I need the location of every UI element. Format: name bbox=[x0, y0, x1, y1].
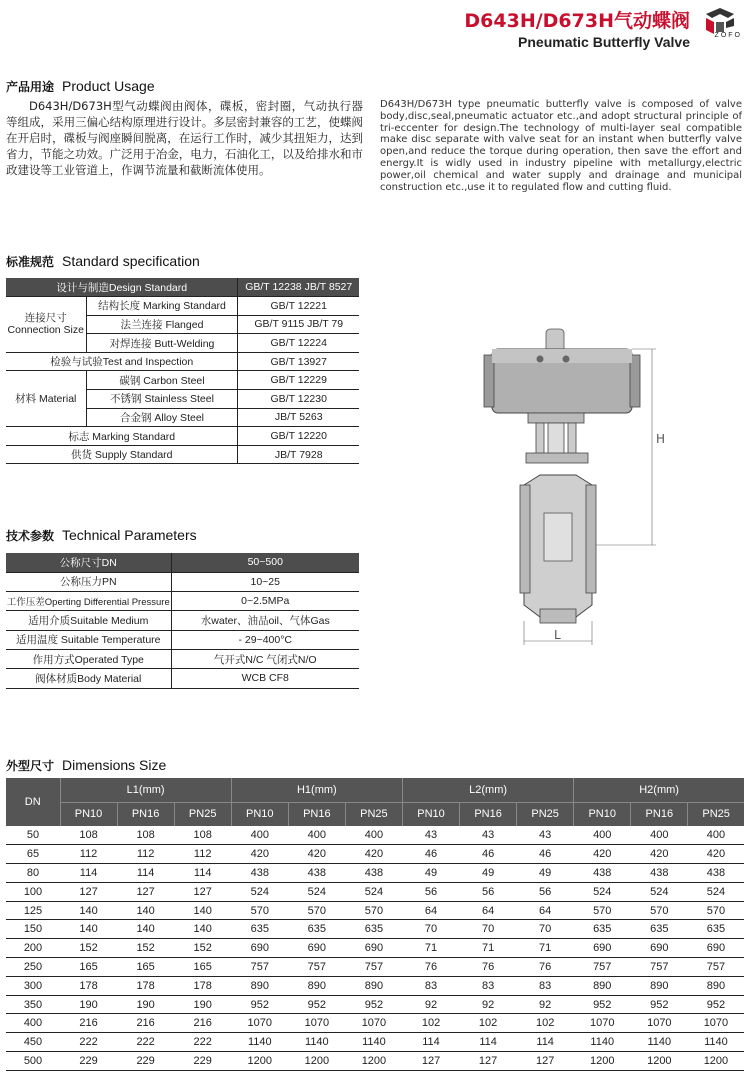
table-header-cell: H1(mm) bbox=[231, 778, 402, 802]
table-cell: 952 bbox=[688, 995, 744, 1014]
table-cell: 设计与制造Design Standard bbox=[6, 278, 238, 297]
table-cell: 757 bbox=[231, 958, 288, 977]
table-cell: 420 bbox=[574, 845, 631, 864]
usage-title-cn: 产品用途 bbox=[6, 80, 55, 94]
table-cell: 524 bbox=[631, 882, 688, 901]
table-cell: 70 bbox=[460, 920, 517, 939]
table-header-cell: PN16 bbox=[460, 802, 517, 826]
table-cell: 43 bbox=[402, 826, 459, 845]
table-cell: 570 bbox=[631, 901, 688, 920]
table-row bbox=[6, 920, 744, 939]
dimensions-title-en: Dimensions Size bbox=[62, 757, 167, 773]
table-cell: 工作压差Operting Differential Pressure bbox=[6, 592, 171, 611]
table-cell: 190 bbox=[117, 995, 174, 1014]
table-cell: 水water、油品oil、气体Gas bbox=[171, 611, 359, 630]
table-cell: 标志 Marking Standard bbox=[6, 427, 238, 446]
table-header-cell: PN25 bbox=[345, 802, 402, 826]
table-cell: 690 bbox=[688, 939, 744, 958]
table-cell: 76 bbox=[460, 958, 517, 977]
table-cell: 92 bbox=[517, 995, 574, 1014]
table-cell: 46 bbox=[402, 845, 459, 864]
table-cell: 92 bbox=[460, 995, 517, 1014]
table-cell: 450 bbox=[6, 1033, 60, 1052]
table-cell: 112 bbox=[60, 845, 117, 864]
table-cell: 127 bbox=[117, 882, 174, 901]
table-cell: 165 bbox=[117, 958, 174, 977]
table-row bbox=[6, 371, 359, 390]
table-cell: 952 bbox=[574, 995, 631, 1014]
table-cell: 43 bbox=[517, 826, 574, 845]
table-cell: 400 bbox=[6, 1014, 60, 1033]
table-cell: 1070 bbox=[574, 1014, 631, 1033]
table-cell: 190 bbox=[60, 995, 117, 1014]
table-cell: JB/T 7928 bbox=[238, 445, 359, 464]
table-cell: 1070 bbox=[345, 1014, 402, 1033]
table-header-cell: PN25 bbox=[688, 802, 744, 826]
table-cell: GB/T 12221 bbox=[238, 297, 359, 316]
table-cell: 1070 bbox=[688, 1014, 744, 1033]
table-cell: 114 bbox=[460, 1033, 517, 1052]
dimensions-table bbox=[6, 778, 744, 1071]
table-cell: 1140 bbox=[631, 1033, 688, 1052]
table-cell: 127 bbox=[517, 1052, 574, 1071]
table-cell: 1200 bbox=[288, 1052, 345, 1071]
table-cell: 952 bbox=[288, 995, 345, 1014]
table-cell: 83 bbox=[460, 976, 517, 995]
table-cell: 400 bbox=[574, 826, 631, 845]
table-cell: 438 bbox=[231, 864, 288, 883]
table-cell: 152 bbox=[117, 939, 174, 958]
table-cell: 46 bbox=[517, 845, 574, 864]
table-cell: 216 bbox=[117, 1014, 174, 1033]
table-row bbox=[6, 297, 359, 316]
table-row bbox=[6, 611, 359, 630]
table-row bbox=[6, 1014, 744, 1033]
table-cell: 757 bbox=[345, 958, 402, 977]
table-cell: 49 bbox=[402, 864, 459, 883]
table-cell: 108 bbox=[60, 826, 117, 845]
table-cell: WCB CF8 bbox=[171, 669, 359, 688]
table-cell: 114 bbox=[517, 1033, 574, 1052]
logo-text: ZOFO bbox=[714, 32, 742, 39]
table-cell: 890 bbox=[688, 976, 744, 995]
table-cell: 152 bbox=[174, 939, 231, 958]
table-cell: 气开式N/C 气闭式N/O bbox=[171, 649, 359, 668]
table-row bbox=[6, 553, 359, 572]
table-cell: 420 bbox=[345, 845, 402, 864]
table-cell: 43 bbox=[460, 826, 517, 845]
table-cell: 570 bbox=[688, 901, 744, 920]
table-row bbox=[6, 630, 359, 649]
usage-title-en: Product Usage bbox=[62, 78, 155, 94]
table-header-cell: H2(mm) bbox=[574, 778, 744, 802]
table-cell: 165 bbox=[174, 958, 231, 977]
table-cell: 127 bbox=[402, 1052, 459, 1071]
table-cell: 102 bbox=[402, 1014, 459, 1033]
table-row bbox=[6, 864, 744, 883]
table-cell: 114 bbox=[402, 1033, 459, 1052]
table-cell: 178 bbox=[117, 976, 174, 995]
table-row bbox=[6, 669, 359, 688]
table-cell: 690 bbox=[231, 939, 288, 958]
table-cell: 400 bbox=[231, 826, 288, 845]
table-row bbox=[6, 592, 359, 611]
technical-title-cn: 技术参数 bbox=[6, 529, 55, 543]
table-cell: 114 bbox=[60, 864, 117, 883]
table-row bbox=[6, 845, 744, 864]
table-cell: GB/T 13927 bbox=[238, 352, 359, 371]
table-cell: 供货 Supply Standard bbox=[6, 445, 238, 464]
table-cell: 952 bbox=[231, 995, 288, 1014]
table-row bbox=[6, 882, 744, 901]
table-cell: 150 bbox=[6, 920, 60, 939]
table-cell: 作用方式Operated Type bbox=[6, 649, 171, 668]
table-header-cell: L1(mm) bbox=[60, 778, 231, 802]
table-cell: 1200 bbox=[345, 1052, 402, 1071]
table-row bbox=[6, 427, 359, 446]
table-row bbox=[6, 939, 744, 958]
standard-title-en: Standard specification bbox=[62, 253, 200, 269]
table-cell: 1070 bbox=[288, 1014, 345, 1033]
page-title: D643H/D673H气动蝶阀 bbox=[464, 10, 690, 32]
table-cell: 127 bbox=[174, 882, 231, 901]
table-cell: 438 bbox=[688, 864, 744, 883]
table-cell: 570 bbox=[574, 901, 631, 920]
table-cell: 阀体材质Body Material bbox=[6, 669, 171, 688]
table-cell: 对焊连接 Butt-Welding bbox=[86, 334, 238, 353]
table-cell: 635 bbox=[631, 920, 688, 939]
table-cell: 108 bbox=[174, 826, 231, 845]
dimensions-title-cn: 外型尺寸 bbox=[6, 759, 55, 773]
table-cell: 83 bbox=[402, 976, 459, 995]
table-cell: 0~2.5MPa bbox=[171, 592, 359, 611]
h-dimension-label: H bbox=[656, 432, 666, 446]
table-cell: GB/T 12230 bbox=[238, 390, 359, 409]
page-subtitle: Pneumatic Butterfly Valve bbox=[518, 34, 690, 50]
table-cell: 1140 bbox=[288, 1033, 345, 1052]
table-cell: 890 bbox=[631, 976, 688, 995]
table-cell: 71 bbox=[517, 939, 574, 958]
table-cell: 420 bbox=[631, 845, 688, 864]
table-cell: 216 bbox=[60, 1014, 117, 1033]
usage-paragraph-cn: D643H/D673H型气动蝶阀由阀体，碟板，密封圈，气动执行器等组成，采用三偏心结构原理进行设计。多层密封兼容的工艺，使蝶阀在开启时，碟板与阀座瞬间脱离，在运行工作时，减少其扭矩力，达到省力，节能之功效。广泛用于冶金，电力，石油化工，以及给排水和市政建设等工业管道上，作调节流量和截断流体使用。 bbox=[6, 99, 363, 177]
table-cell: 635 bbox=[345, 920, 402, 939]
table-cell: 合金钢 Alloy Steel bbox=[86, 408, 238, 427]
table-cell: 法兰连接 Flanged bbox=[86, 315, 238, 334]
table-cell: 524 bbox=[574, 882, 631, 901]
table-row bbox=[6, 572, 359, 591]
table-cell: 222 bbox=[174, 1033, 231, 1052]
table-cell: 690 bbox=[631, 939, 688, 958]
table-cell: 570 bbox=[231, 901, 288, 920]
table-cell: 400 bbox=[288, 826, 345, 845]
table-cell: GB/T 12229 bbox=[238, 371, 359, 390]
table-cell: 635 bbox=[688, 920, 744, 939]
table-cell: 64 bbox=[517, 901, 574, 920]
table-cell: 1200 bbox=[574, 1052, 631, 1071]
standard-table bbox=[6, 278, 359, 464]
table-header-cell: PN10 bbox=[574, 802, 631, 826]
table-cell: 1140 bbox=[574, 1033, 631, 1052]
table-cell: 570 bbox=[288, 901, 345, 920]
table-cell: 420 bbox=[288, 845, 345, 864]
table-cell: 500 bbox=[6, 1052, 60, 1071]
table-cell: 190 bbox=[174, 995, 231, 1014]
table-cell: 524 bbox=[288, 882, 345, 901]
table-cell: 140 bbox=[117, 901, 174, 920]
table-cell: 114 bbox=[174, 864, 231, 883]
table-cell: 690 bbox=[288, 939, 345, 958]
table-cell: 140 bbox=[174, 920, 231, 939]
table-header-cell: PN10 bbox=[231, 802, 288, 826]
table-cell: 420 bbox=[231, 845, 288, 864]
table-cell: 46 bbox=[460, 845, 517, 864]
table-row bbox=[6, 976, 744, 995]
table-cell: 229 bbox=[60, 1052, 117, 1071]
table-cell: 检验与试验Test and Inspection bbox=[6, 352, 238, 371]
table-cell: 420 bbox=[688, 845, 744, 864]
table-cell: 524 bbox=[345, 882, 402, 901]
table-row bbox=[6, 958, 744, 977]
table-cell: 140 bbox=[117, 920, 174, 939]
table-cell: 140 bbox=[60, 920, 117, 939]
table-cell: GB/T 12238 JB/T 8527 bbox=[238, 278, 359, 297]
table-header-cell: DN bbox=[6, 778, 60, 826]
table-cell: 222 bbox=[117, 1033, 174, 1052]
table-cell: 400 bbox=[688, 826, 744, 845]
table-cell: 140 bbox=[60, 901, 117, 920]
dimensions-table-body bbox=[6, 826, 744, 1070]
table-cell: 635 bbox=[288, 920, 345, 939]
table-cell: GB/T 9115 JB/T 79 bbox=[238, 315, 359, 334]
table-cell: 524 bbox=[688, 882, 744, 901]
table-cell: 102 bbox=[460, 1014, 517, 1033]
table-cell: 49 bbox=[517, 864, 574, 883]
dimensions-section-title bbox=[6, 757, 166, 774]
table-cell: 178 bbox=[60, 976, 117, 995]
l-dimension-label: L bbox=[554, 628, 561, 642]
table-cell: 216 bbox=[174, 1014, 231, 1033]
table-cell: 222 bbox=[60, 1033, 117, 1052]
table-cell: 80 bbox=[6, 864, 60, 883]
table-cell: 114 bbox=[117, 864, 174, 883]
table-cell: 碳钢 Carbon Steel bbox=[86, 371, 238, 390]
table-cell: 71 bbox=[402, 939, 459, 958]
table-cell: 438 bbox=[631, 864, 688, 883]
table-cell: 438 bbox=[574, 864, 631, 883]
table-row bbox=[6, 1052, 744, 1071]
table-cell: 102 bbox=[517, 1014, 574, 1033]
table-cell: 1070 bbox=[231, 1014, 288, 1033]
table-cell: 64 bbox=[402, 901, 459, 920]
table-cell: 757 bbox=[631, 958, 688, 977]
table-cell: 757 bbox=[688, 958, 744, 977]
table-cell: 229 bbox=[174, 1052, 231, 1071]
table-cell: 10~25 bbox=[171, 572, 359, 591]
table-row bbox=[6, 445, 359, 464]
table-cell: 适用介质Suitable Medium bbox=[6, 611, 171, 630]
table-cell: 适用温度 Suitable Temperature bbox=[6, 630, 171, 649]
table-cell: 152 bbox=[60, 939, 117, 958]
valve-drawing bbox=[480, 325, 670, 655]
table-header-cell: PN16 bbox=[288, 802, 345, 826]
table-cell: 400 bbox=[345, 826, 402, 845]
table-cell: 83 bbox=[517, 976, 574, 995]
table-cell: 108 bbox=[117, 826, 174, 845]
table-cell: 1070 bbox=[631, 1014, 688, 1033]
table-cell: 76 bbox=[517, 958, 574, 977]
table-cell: 438 bbox=[345, 864, 402, 883]
table-row bbox=[6, 826, 744, 845]
table-cell: 56 bbox=[402, 882, 459, 901]
table-cell: 890 bbox=[574, 976, 631, 995]
technical-title-en: Technical Parameters bbox=[62, 527, 197, 543]
table-cell: 1140 bbox=[231, 1033, 288, 1052]
table-cell: 952 bbox=[631, 995, 688, 1014]
table-cell: 350 bbox=[6, 995, 60, 1014]
page-header bbox=[464, 6, 690, 50]
table-cell: 1140 bbox=[688, 1033, 744, 1052]
table-cell: 71 bbox=[460, 939, 517, 958]
table-row bbox=[6, 278, 359, 297]
table-header-row bbox=[6, 778, 744, 802]
table-cell: 127 bbox=[60, 882, 117, 901]
table-cell: 200 bbox=[6, 939, 60, 958]
usage-paragraph-en: D643H/D673H type pneumatic butterfly valve is composed of valve body,disc,seal,pneumatic actuator etc.,and adopt structural principle of tri-eccenter for design.The technology of multi-layer seal compatible make disc separate with valve seat for an instant when butterfly valve open,and reduce the torque during operation, then save the effort and energy.It is widly used in industry pipeline with metallurgy,electric power,oil chemical and water supply and drainage and municipal construction etc.,use it to regulated flow and cutting fluid. bbox=[380, 99, 742, 193]
table-cell: 125 bbox=[6, 901, 60, 920]
table-cell: 890 bbox=[288, 976, 345, 995]
table-cell: 1200 bbox=[631, 1052, 688, 1071]
table-cell: 250 bbox=[6, 958, 60, 977]
table-cell: 公称压力PN bbox=[6, 572, 171, 591]
table-cell: 400 bbox=[631, 826, 688, 845]
table-cell: 165 bbox=[60, 958, 117, 977]
table-header-cell: PN10 bbox=[60, 802, 117, 826]
table-cell: 公称尺寸DN bbox=[6, 553, 171, 572]
table-cell: 56 bbox=[460, 882, 517, 901]
table-cell: 连接尺寸 Connection Size bbox=[6, 297, 86, 353]
table-cell: 757 bbox=[574, 958, 631, 977]
technical-section-title bbox=[6, 527, 197, 544]
standard-section-title bbox=[6, 253, 200, 270]
table-header-cell: PN16 bbox=[631, 802, 688, 826]
table-header-row bbox=[6, 802, 744, 826]
table-cell: 127 bbox=[460, 1052, 517, 1071]
table-cell: 140 bbox=[174, 901, 231, 920]
table-cell: - 29~400°C bbox=[171, 630, 359, 649]
table-cell: 70 bbox=[402, 920, 459, 939]
table-cell: 1200 bbox=[688, 1052, 744, 1071]
table-cell: 92 bbox=[402, 995, 459, 1014]
table-cell: 不锈钢 Stainless Steel bbox=[86, 390, 238, 409]
zofo-logo-icon bbox=[700, 6, 744, 46]
table-cell: 757 bbox=[288, 958, 345, 977]
standard-title-cn: 标准规范 bbox=[6, 255, 55, 269]
table-row bbox=[6, 901, 744, 920]
table-cell: 570 bbox=[345, 901, 402, 920]
table-cell: 890 bbox=[231, 976, 288, 995]
table-row bbox=[6, 352, 359, 371]
table-row bbox=[6, 995, 744, 1014]
technical-table bbox=[6, 553, 359, 689]
table-row bbox=[6, 1033, 744, 1052]
table-cell: 1200 bbox=[231, 1052, 288, 1071]
table-row bbox=[6, 649, 359, 668]
table-cell: 65 bbox=[6, 845, 60, 864]
table-cell: 952 bbox=[345, 995, 402, 1014]
table-cell: 438 bbox=[288, 864, 345, 883]
table-cell: 635 bbox=[231, 920, 288, 939]
table-cell: 112 bbox=[174, 845, 231, 864]
table-cell: 635 bbox=[574, 920, 631, 939]
table-header-cell: L2(mm) bbox=[402, 778, 573, 802]
table-cell: 524 bbox=[231, 882, 288, 901]
table-cell: 229 bbox=[117, 1052, 174, 1071]
table-cell: 材料 Material bbox=[6, 371, 86, 427]
table-cell: 690 bbox=[574, 939, 631, 958]
table-cell: 178 bbox=[174, 976, 231, 995]
table-cell: GB/T 12220 bbox=[238, 427, 359, 446]
table-cell: 300 bbox=[6, 976, 60, 995]
table-cell: 1140 bbox=[345, 1033, 402, 1052]
table-cell: 890 bbox=[345, 976, 402, 995]
table-cell: 50~500 bbox=[171, 553, 359, 572]
table-cell: JB/T 5263 bbox=[238, 408, 359, 427]
table-cell: 结构长度 Marking Standard bbox=[86, 297, 238, 316]
table-cell: 64 bbox=[460, 901, 517, 920]
table-header-cell: PN16 bbox=[117, 802, 174, 826]
table-cell: 70 bbox=[517, 920, 574, 939]
table-cell: 112 bbox=[117, 845, 174, 864]
table-header-cell: PN10 bbox=[402, 802, 459, 826]
table-header-cell: PN25 bbox=[174, 802, 231, 826]
table-cell: GB/T 12224 bbox=[238, 334, 359, 353]
table-cell: 49 bbox=[460, 864, 517, 883]
table-cell: 76 bbox=[402, 958, 459, 977]
usage-section-title bbox=[6, 78, 155, 95]
table-header-cell: PN25 bbox=[517, 802, 574, 826]
table-cell: 690 bbox=[345, 939, 402, 958]
table-cell: 56 bbox=[517, 882, 574, 901]
table-cell: 50 bbox=[6, 826, 60, 845]
table-cell: 100 bbox=[6, 882, 60, 901]
